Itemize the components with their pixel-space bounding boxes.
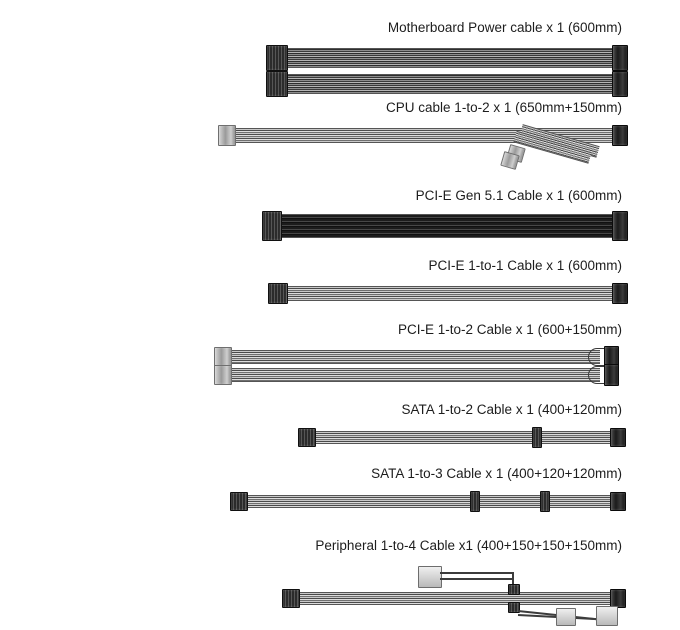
cable-art-sata-1to3: [0, 488, 680, 522]
cable-label-peripheral-1to4: Peripheral 1-to-4 Cable x1 (400+150+150+150mm): [315, 538, 622, 553]
connector-pcie-gpu: [268, 283, 288, 304]
connector-psu: [610, 492, 626, 511]
connector-molex-2: [418, 566, 442, 588]
cable-label-sata-1to3: SATA 1-to-3 Cable x 1 (400+120+120mm): [371, 466, 622, 481]
ribbon-segment: [282, 74, 620, 94]
cable-art-motherboard-power: [0, 44, 680, 106]
connector-eps-split-b: [500, 151, 520, 170]
cable-art-pcie-gen51: [0, 210, 680, 246]
connector-24pin-b: [266, 71, 288, 97]
connector-pcie-b: [214, 365, 232, 385]
connector-molex-1: [282, 589, 300, 608]
connector-molex-3: [556, 608, 576, 626]
branch-wire: [440, 572, 514, 574]
connector-24pin-a: [266, 45, 288, 71]
connector-sata-2: [532, 427, 542, 448]
cable-art-cpu-1to2: [0, 122, 680, 170]
cable-art-pcie-1to1: [0, 280, 680, 312]
connector-psu: [612, 283, 628, 304]
connector-sata-1: [230, 492, 248, 511]
cable-label-pcie-1to1: PCI-E 1-to-1 Cable x 1 (600mm): [428, 258, 622, 273]
connector-psu-b: [604, 364, 619, 386]
connector-psu: [612, 211, 628, 241]
connector-sata-1: [298, 428, 316, 447]
cable-art-sata-1to2: [0, 424, 680, 458]
branch-wire: [440, 578, 514, 580]
connector-pcie-a: [214, 347, 232, 367]
ribbon-segment: [284, 286, 618, 301]
connector-12vhpwr: [262, 211, 282, 241]
cable-label-cpu-1to2: CPU cable 1-to-2 x 1 (650mm+150mm): [386, 100, 622, 115]
connector-eps-main: [218, 125, 236, 146]
cable-label-motherboard-power: Motherboard Power cable x 1 (600mm): [387, 20, 622, 35]
ribbon-segment: [244, 495, 618, 508]
connector-psu: [612, 125, 628, 146]
ribbon-segment: [228, 368, 600, 382]
cable-label-pcie-gen51: PCI-E Gen 5.1 Cable x 1 (600mm): [415, 188, 622, 203]
ribbon-segment: [282, 48, 620, 68]
connector-sata-3: [540, 491, 550, 512]
cable-label-pcie-1to2: PCI-E 1-to-2 Cable x 1 (600+150mm): [398, 322, 622, 337]
ribbon-segment: [276, 214, 618, 238]
ribbon-segment: [296, 592, 618, 605]
connector-psu: [610, 428, 626, 447]
cable-label-sata-1to2: SATA 1-to-2 Cable x 1 (400+120mm): [401, 402, 622, 417]
ribbon-segment: [312, 431, 618, 444]
ribbon-segment: [228, 350, 600, 364]
cable-art-pcie-1to2: [0, 346, 680, 402]
connector-psu-a: [612, 45, 628, 71]
connector-psu-b: [612, 71, 628, 97]
connector-sata-2: [470, 491, 480, 512]
cable-art-peripheral-1to4: [0, 562, 680, 626]
connector-molex-4: [596, 606, 618, 626]
splice-block-a: [508, 584, 520, 595]
